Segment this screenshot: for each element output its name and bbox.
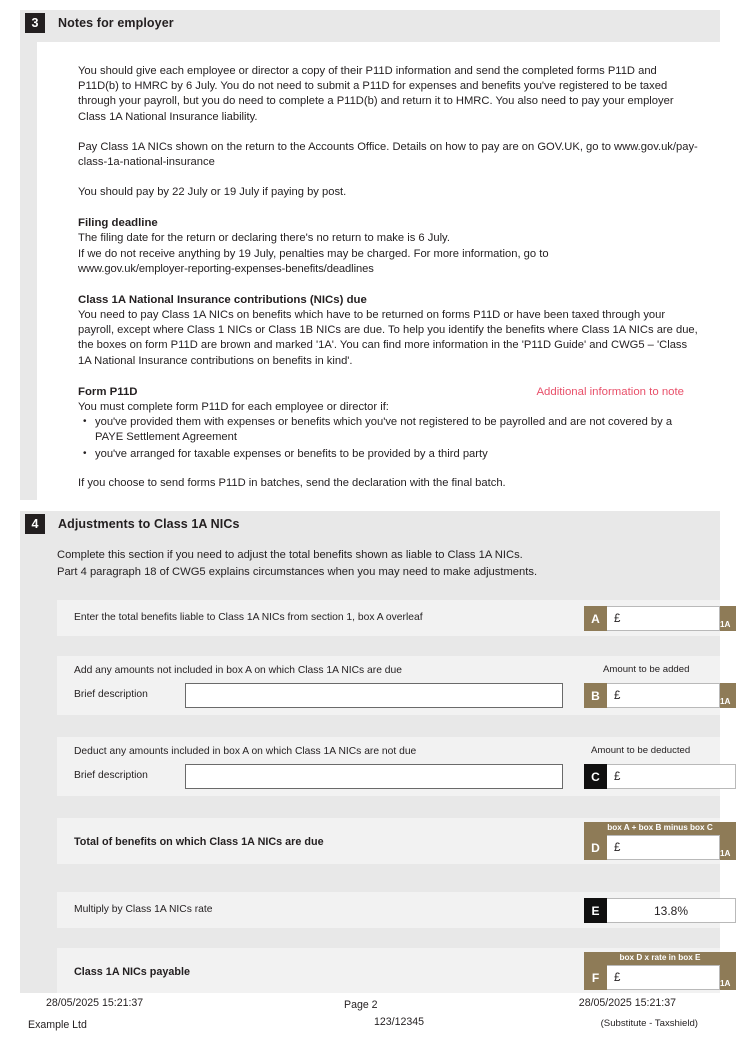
section-4-number: 4 [25, 514, 45, 534]
box-e-letter: E [584, 898, 607, 923]
filing-deadline-heading: Filing deadline [78, 217, 158, 230]
additional-information-annotation: Additional information to note [536, 385, 684, 398]
notes-paragraph-3: You should pay by 22 July or 19 July if paying by post. [78, 186, 347, 199]
footer-paye-reference: 123/12345 [374, 1016, 425, 1028]
footer-page-number: Page 2 [344, 999, 378, 1011]
row-b-brief-label: Brief description [74, 689, 148, 700]
list-item: • you've arranged for taxable expenses or benefits to be provided by a third party [95, 447, 698, 462]
box-d-currency: £ [614, 841, 621, 854]
amount-box-b[interactable] [584, 683, 736, 708]
section-3-header [20, 10, 720, 36]
row-box-e [57, 892, 720, 928]
amount-box-e[interactable] [584, 898, 736, 923]
section-3-title: Notes for employer [58, 16, 174, 30]
filing-deadline-line-1: The filing date for the return or declaring there's no return to make is 6 July. [78, 232, 450, 245]
section-4-intro-line-2: Part 4 paragraph 18 of CWG5 explains circumstances when you may need to make adjustments. [57, 565, 538, 578]
box-a-input[interactable] [607, 606, 720, 631]
box-a-currency: £ [614, 612, 621, 625]
row-a-label: Enter the total benefits liable to Class 1A NICs from section 1, box A overleaf [74, 612, 423, 623]
row-b-amount-caption: Amount to be added [603, 664, 690, 675]
box-a-letter: A [584, 606, 607, 631]
box-d-letter: D [584, 835, 607, 860]
section-adjustments-class-1a [20, 511, 731, 993]
row-box-b [57, 656, 731, 715]
row-box-a [57, 600, 731, 636]
box-f-input[interactable] [607, 965, 720, 990]
box-d-1a-tag: 1A [720, 835, 736, 860]
box-d-caption: box A + box B minus box C [584, 822, 736, 835]
footer-substitute-label: (Substitute - Taxshield) [600, 1018, 698, 1029]
box-a-1a-tag: 1A [720, 606, 736, 631]
form-p11d-bullet-list [78, 415, 698, 462]
footer-date-right: 28/05/2025 15:21:37 [578, 997, 676, 1009]
filing-deadline-line-2: If we do not receive anything by 19 July, penalties may be charged. For more information, go to [78, 247, 549, 260]
box-b-letter: B [584, 683, 607, 708]
amount-box-f[interactable] [584, 965, 736, 990]
list-item: • you've provided them with expenses or benefits which you've not registered to be payrolled and are not covered by a PAYE Settlement Agreement [95, 415, 698, 445]
box-b-input[interactable] [607, 683, 720, 708]
footer-employer-name: Example Ltd [28, 1019, 87, 1031]
row-b-description-input[interactable] [185, 683, 563, 708]
page-footer [0, 993, 720, 1044]
row-f-label: Class 1A NICs payable [74, 966, 191, 978]
box-c-currency: £ [614, 770, 621, 783]
box-b-currency: £ [614, 689, 621, 702]
row-c-label: Deduct any amounts included in box A on which Class 1A NICs are not due [74, 746, 417, 757]
box-f-1a-tag: 1A [720, 965, 736, 990]
section-3-number: 3 [25, 13, 45, 33]
section-4-title: Adjustments to Class 1A NICs [58, 517, 240, 531]
section-4-intro [20, 537, 720, 580]
box-c-input[interactable] [607, 764, 736, 789]
amount-box-c[interactable] [584, 764, 736, 789]
box-f-letter: F [584, 965, 607, 990]
amount-box-d[interactable] [584, 835, 736, 860]
section-4-intro-line-1: Complete this section if you need to adjust the total benefits shown as liable to Class 1A NICs. [57, 549, 523, 561]
form-p11d-intro: You must complete form P11D for each employee or director if: [78, 401, 389, 414]
footer-date-left: 28/05/2025 15:21:37 [46, 997, 144, 1009]
row-c-brief-label: Brief description [74, 770, 148, 781]
row-d-label: Total of benefits on which Class 1A NICs are due [74, 836, 324, 848]
class-1a-body: You need to pay Class 1A NICs on benefits which have to be returned on forms P11D or have been taxed through your payroll, except where Class 1 NICs or Class 1B NICs are due. To help you identify the benefits where Class 1A NICs are due, the boxes on form P11D are brown and marked '1A'. You can find more information in the 'P11D Guide' and CWG5 – 'Class 1A National Insurance contributions on benefits in kind'. [78, 309, 698, 367]
filing-deadline-link: www.gov.uk/employer-reporting-expenses-benefits/deadlines [78, 262, 374, 275]
class-1a-heading: Class 1A National Insurance contributions (NICs) due [78, 294, 367, 307]
box-b-1a-tag: 1A [720, 683, 736, 708]
form-p11d-heading-row [78, 384, 698, 400]
box-d-input[interactable] [607, 835, 720, 860]
row-c-description-input[interactable] [185, 764, 563, 789]
section-4-header [20, 511, 720, 537]
amount-box-a[interactable] [584, 606, 736, 631]
form-p11d-heading: Form P11D [78, 385, 138, 398]
row-box-d [57, 818, 731, 864]
row-e-label: Multiply by Class 1A NICs rate [74, 904, 213, 915]
section-notes-for-employer [20, 10, 720, 500]
row-box-f [57, 948, 731, 993]
box-f-caption: box D x rate in box E [584, 952, 736, 965]
box-f-currency: £ [614, 971, 621, 984]
notes-paragraph-2: Pay Class 1A NICs shown on the return to the Accounts Office. Details on how to pay are on GOV.UK, go to www.gov.uk/pay-class-1a-national-insurance [78, 140, 698, 169]
row-c-amount-caption: Amount to be deducted [591, 745, 691, 756]
notes-paragraph-1: You should give each employee or director a copy of their P11D information and send the completed forms P11D and P11D(b) to HMRC by 6 July. You do not need to submit a P11D for expenses and benefits you've registered to be taxed through your payroll, but you do need to complete a P11D(b) and return it to HMRC. You also need to pay your employer Class 1A National Insurance liability. [78, 65, 674, 123]
notes-panel [37, 42, 720, 500]
box-e-rate-value: 13.8% [607, 898, 736, 923]
box-c-letter: C [584, 764, 607, 789]
form-p11d-closing: If you choose to send forms P11D in batches, send the declaration with the final batch. [78, 476, 506, 489]
row-b-label: Add any amounts not included in box A on which Class 1A NICs are due [74, 665, 402, 676]
row-box-c [57, 737, 720, 796]
